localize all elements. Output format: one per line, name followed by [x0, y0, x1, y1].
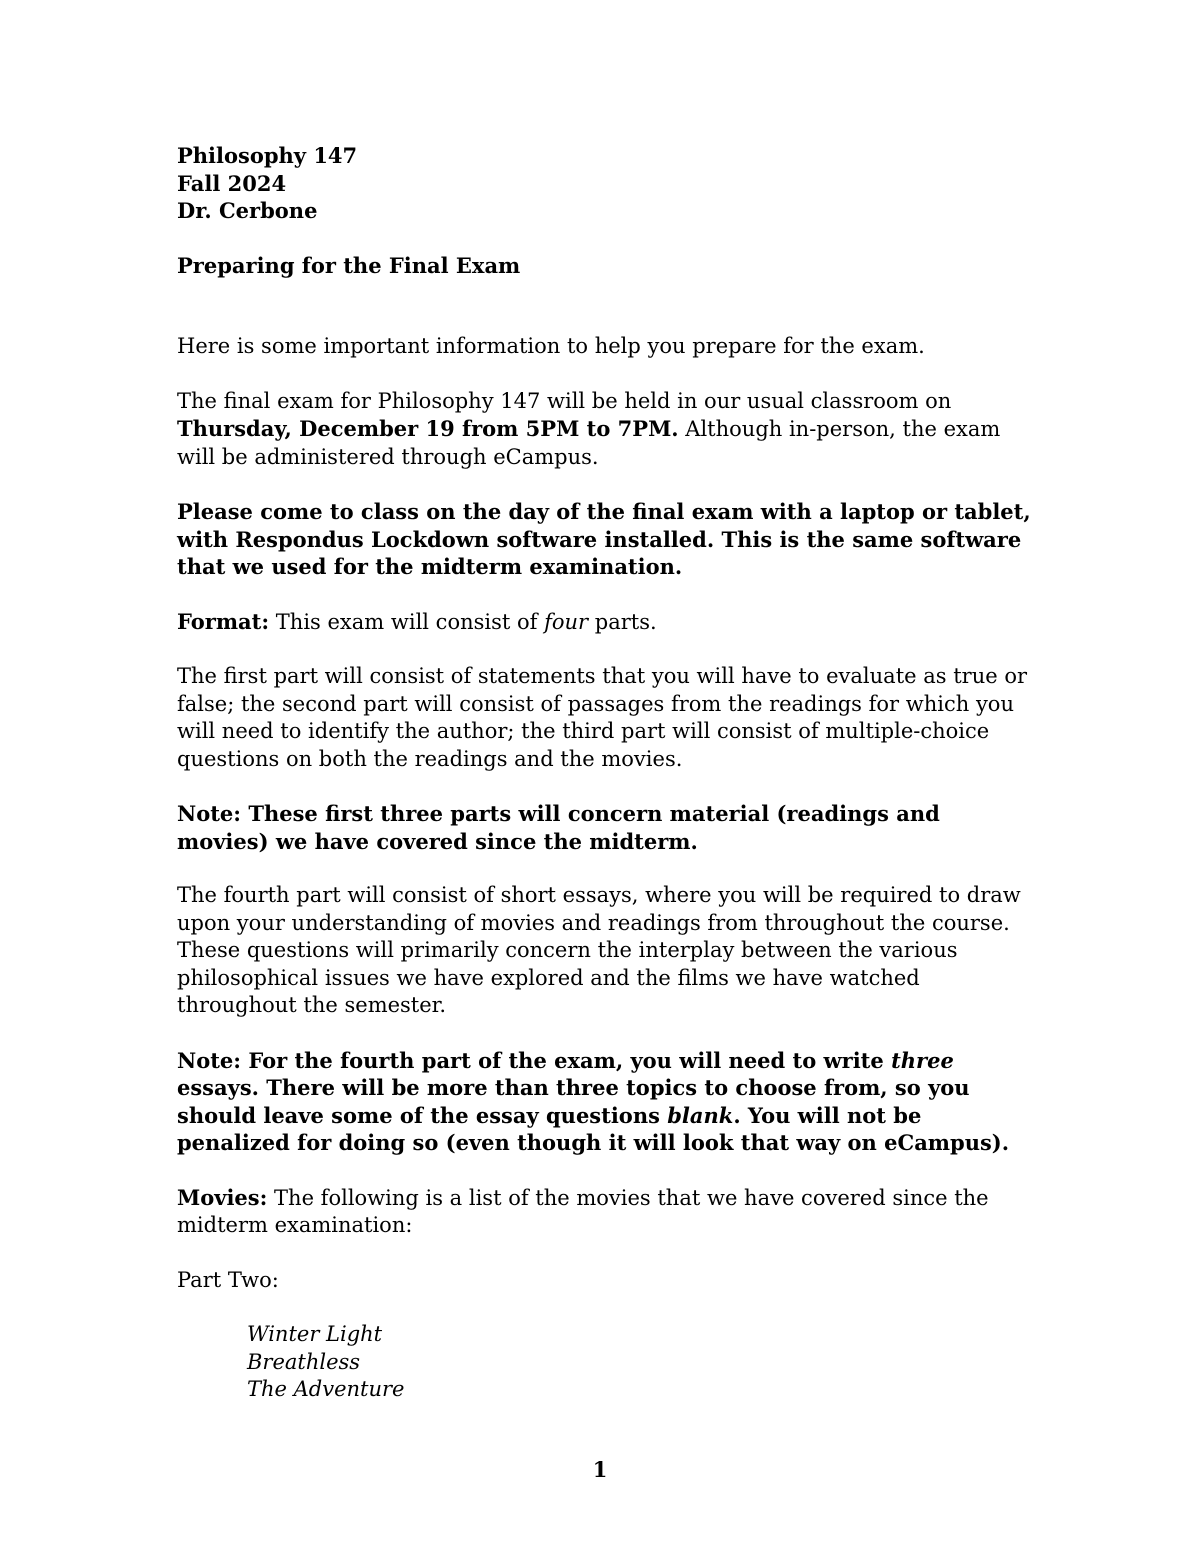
note-essays-emphasis-blank: blank: [667, 1102, 734, 1128]
document-title: Preparing for the Final Exam: [177, 252, 521, 278]
format-emphasis: four: [544, 609, 589, 634]
document-page: [177, 142, 1037, 1404]
note-first-three-parts: Note: These first three parts will concern material (readings and movies) we have covered since the midterm.: [177, 801, 940, 854]
laptop-notice: Please come to class on the day of the final exam with a laptop or tablet, with Respondus Lockdown software installed. This is the same software that we used for the midterm examination.: [177, 499, 1031, 579]
format-text-before: This exam will consist of: [269, 609, 545, 634]
part-two-heading: Part Two:: [177, 1267, 279, 1292]
list-item: Breathless: [247, 1349, 361, 1374]
movies-label: Movies:: [177, 1184, 268, 1210]
course-header: [177, 142, 1037, 225]
course-term: Fall 2024: [177, 170, 287, 196]
format-label: Format:: [177, 608, 270, 634]
parts-description: The first part will consist of statements that you will have to evaluate as true or false; the second part will consist of passages from the readings for which you will need to identify the author; the third part will consist of multiple-choice questions on both the readings and the movies.: [177, 664, 1027, 771]
note-essays-part3: . You will not be penalized for doing so (even though it will look that way on eCampus).: [177, 1102, 1010, 1155]
schedule-text-after: Although in-person, the exam will be administered through eCampus.: [177, 417, 1001, 469]
format-text-after: parts.: [588, 609, 657, 634]
note-essays: [177, 1047, 1037, 1157]
movies-text: The following is a list of the movies that we have covered since the midterm examination:: [177, 1185, 989, 1237]
page-number: 1: [592, 1457, 608, 1482]
course-instructor: Dr. Cerbone: [177, 198, 318, 223]
course-name: Philosophy 147: [177, 143, 358, 168]
schedule-text-before: The final exam for Philosophy 147 will be held in our usual classroom on: [177, 388, 952, 413]
list-item: The Adventure: [247, 1377, 405, 1401]
movie-list: [247, 1321, 1037, 1404]
exam-date: Thursday, December 19 from 5PM to 7PM.: [177, 416, 679, 441]
note-essays-part1: Note: For the fourth part of the exam, you will need to write: [177, 1047, 892, 1073]
list-item: Winter Light: [247, 1322, 383, 1346]
note-essays-part2: essays. There will be more than three topics to choose from, so you should leave some of the essay questions: [177, 1075, 970, 1128]
movies-paragraph: [177, 1184, 1037, 1240]
format-paragraph: [177, 608, 1037, 637]
intro-paragraph: Here is some important information to help you prepare for the exam.: [177, 334, 925, 358]
note-essays-emphasis-three: three: [891, 1047, 954, 1073]
schedule-paragraph: [177, 388, 1037, 472]
fourth-part-description: The fourth part will consist of short essays, where you will be required to draw upon your understanding of movies and readings from throughout the course. These questions will primarily concern the interplay between the various philosophical issues we have explored and the films we have watched throughout the semester.: [177, 883, 1021, 1017]
